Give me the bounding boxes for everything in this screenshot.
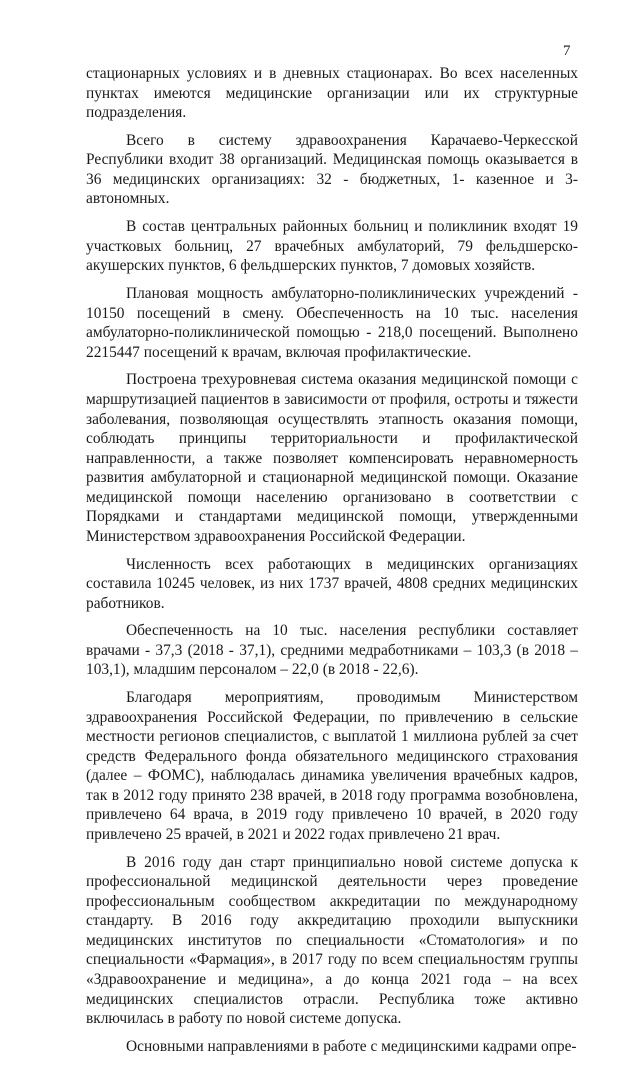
paragraph-main-directions: Основными направлениями в работе с медицинскими кадрами опре- — [126, 1037, 577, 1055]
document-body — [86, 64, 578, 1065]
paragraph-staff-count: Численность всех работающих в медицинских организациях составила 10245 человек, из них 1737 врачей, 4808 средних медицинских работников. — [86, 555, 578, 612]
paragraph-rural-program: Благодаря мероприятиям, проводимым Министерством здравоохранения Российской Федерации, по привлечению в сельские местности регионов специалистов, с выплатой 1 миллиона рублей за счет средств Федерального фонда обязательного медицинского страхования (далее – ФОМС), наблюдалась динамика увеличения врачебных кадров, так в 2012 году принято 238 врачей, в 2018 году программа возобновлена, привлечено 64 врача, в 2019 году привлечено 10 врачей, в 2020 году привлечено 25 врачей, в 2021 и 2022 годах привлечено 21 врач. — [86, 689, 578, 843]
paragraph-accreditation: В 2016 году дан старт принципиально новой системе допуска к профессиональной медицинской деятельности через проведение профессиональным сообществом аккредитации по международному стандарту. В 2016 году аккредитацию проходили выпускники медицинских институтов по специальности «Стоматология» и по специальности «Фармация», в 2017 году по всем специальностям группы «Здравоохранение и медицина», а до конца 2021 года – на всех медицинских специалистов отрасли. Республика тоже активно включилась в работу по новой системе допуска. — [86, 853, 578, 1028]
paragraph-three-level-system: Построена трехуровневая система оказания медицинской помощи с маршрутизацией пациентов в зависимости от профиля, остроты и тяжести заболевания, позволяющая осуществлять этапность оказания помощи, соблюдать принципы территориальности и профилактической направленности, а также позволяет компенсировать неравномерность развития амбулаторной и стационарной медицинской помощи. Оказание медицинской помощи населению организовано в соответствии с Порядками и стандартами медицинской помощи, утвержденными Министерством здравоохранения Российской Федерации. — [86, 371, 578, 545]
paragraph-continuation: стационарных условиях и в дневных стационарах. Во всех населенных пунктах имеются медицинские организации или их структурные подразделения. — [86, 65, 578, 122]
paragraph-staff-ratio: Обеспеченность на 10 тыс. населения республики составляет врачами - 37,3 (2018 - 37,1), средними медработниками – 103,3 (в 2018 – 103,1), младшим персоналом – 22,0 (в 2018 - 22,6). — [86, 622, 578, 679]
paragraph-outpatient-capacity: Плановая мощность амбулаторно-поликлинических учреждений - 10150 посещений в смену. Обеспеченность на 10 тыс. населения амбулаторно-поликлинической помощью - 218,0 посещений. Выполнено 2215447 посещений к врачам, включая профилактические. — [86, 285, 578, 361]
paragraph-district-hospitals: В состав центральных районных больниц и поликлиник входят 19 участковых больниц, 27 врачебных амбулаторий, 79 фельдшерско-акушерских пунктов, 6 фельдшерских пунктов, 7 домовых хозяйств. — [86, 218, 578, 275]
paragraph-organizations-count: Всего в систему здравоохранения Карачаево-Черкесской Республики входит 38 организаций. Медицинская помощь оказывается в 36 медицинских организациях: 32 - бюджетных, 1- казенное и 3- автономных. — [86, 131, 578, 208]
page-number: 7 — [563, 43, 571, 59]
